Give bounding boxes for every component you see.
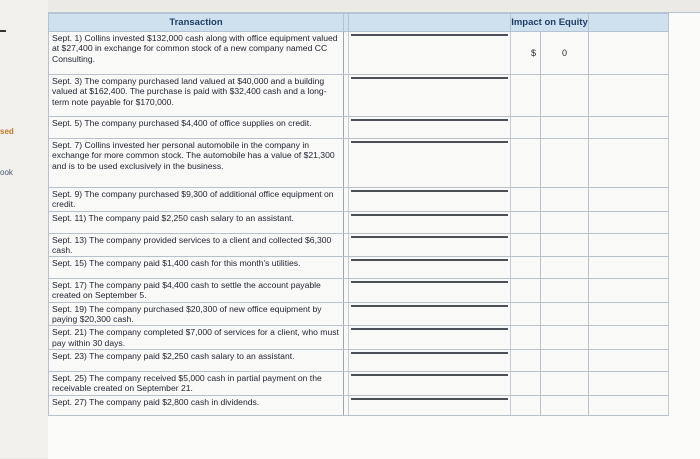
transaction-text: Sept. 5) The company purchased $4,400 of office supplies on credit. [49,117,344,139]
transaction-text: Sept. 11) The company paid $2,250 cash salary to an assistant. [49,211,344,233]
table-row [49,279,669,303]
extra-cell[interactable] [589,326,669,350]
account-input[interactable] [351,119,508,121]
impact-amount-cell[interactable] [541,326,589,350]
table-row [49,257,669,279]
table-row [49,371,669,395]
extra-cell[interactable] [589,188,669,212]
account-cell[interactable] [349,139,511,188]
transaction-text: Sept. 13) The company provided services to a client and collected $6,300 cash. [49,233,344,257]
impact-amount-cell[interactable]: 0 [541,32,589,75]
transaction-text: Sept. 7) Collins invested her personal automobile in the company in exchange for more common stock. The automobile has a value of $21,300 and is to be used exclusively in the business. [49,139,344,188]
impact-amount-cell[interactable] [541,75,589,117]
currency-sign [511,117,541,139]
table-row [49,211,669,233]
impact-amount-cell[interactable] [541,233,589,257]
impact-header: Impact on Equity [511,14,589,32]
account-cell[interactable] [349,233,511,257]
account-input[interactable] [351,374,508,376]
extra-header [589,14,669,32]
account-input[interactable] [351,141,508,143]
transaction-text: Sept. 9) The company purchased $9,300 of additional office equipment on credit. [49,188,344,212]
extra-cell[interactable] [589,395,669,415]
account-cell[interactable] [349,188,511,212]
account-input[interactable] [351,281,508,283]
table-row [49,302,669,326]
currency-sign [511,302,541,326]
account-input[interactable] [351,398,508,400]
currency-sign [511,326,541,350]
account-input[interactable] [351,236,508,238]
extra-cell[interactable] [589,75,669,117]
currency-sign [511,257,541,279]
account-cell[interactable] [349,371,511,395]
transaction-text: Sept. 25) The company received $5,000 cash in partial payment on the receivable created on September 21. [49,371,344,395]
currency-sign [511,395,541,415]
transaction-text: Sept. 19) The company purchased $20,300 of new office equipment by paying $20,300 cash. [49,302,344,326]
table-row [49,117,669,139]
extra-cell[interactable] [589,349,669,371]
extra-cell[interactable] [589,233,669,257]
transaction-header: Transaction [49,14,344,32]
impact-amount-cell[interactable] [541,188,589,212]
account-cell[interactable] [349,32,511,75]
table-row [49,395,669,415]
account-input[interactable] [351,77,508,79]
currency-sign [511,188,541,212]
table-row [49,75,669,117]
transaction-text: Sept. 17) The company paid $4,400 cash to settle the account payable created on September 5. [49,279,344,303]
extra-cell[interactable] [589,139,669,188]
transaction-text: Sept. 23) The company paid $2,250 cash salary to an assistant. [49,349,344,371]
account-cell[interactable] [349,395,511,415]
account-input[interactable] [351,328,508,330]
impact-amount-cell[interactable] [541,257,589,279]
extra-cell[interactable] [589,257,669,279]
table-row [49,32,669,75]
impact-amount-cell[interactable] [541,211,589,233]
currency-sign [511,75,541,117]
transaction-text: Sept. 27) The company paid $2,800 cash in dividends. [49,395,344,415]
transaction-text: Sept. 3) The company purchased land valued at $40,000 and a building valued at $162,400. The purchase is paid with $32,400 cash and a long-term note payable for $170,000. [49,75,344,117]
account-cell[interactable] [349,211,511,233]
impact-amount-cell[interactable] [541,279,589,303]
currency-sign [511,233,541,257]
extra-cell[interactable] [589,32,669,75]
table-row [49,233,669,257]
currency-sign [511,211,541,233]
transaction-text: Sept. 21) The company completed $7,000 of services for a client, who must pay within 30 days. [49,326,344,350]
table-row [49,188,669,212]
impact-amount-cell[interactable] [541,117,589,139]
account-cell[interactable] [349,349,511,371]
account-cell[interactable] [349,257,511,279]
account-input[interactable] [351,259,508,261]
impact-amount-cell[interactable] [541,139,589,188]
impact-amount-cell[interactable] [541,395,589,415]
currency-sign [511,279,541,303]
header-row [49,14,669,32]
side-label-a: sed [0,127,14,136]
transaction-text: Sept. 15) The company paid $1,400 cash for this month's utilities. [49,257,344,279]
account-input[interactable] [351,34,508,36]
account-input[interactable] [351,305,508,307]
impact-amount-cell[interactable] [541,371,589,395]
extra-cell[interactable] [589,302,669,326]
table-row [49,349,669,371]
account-input[interactable] [351,190,508,192]
worksheet [48,12,700,459]
currency-sign [511,371,541,395]
transaction-text: Sept. 1) Collins invested $132,000 cash along with office equipment valued at $27,400 in exchange for common stock of a new company named CC Consulting. [49,32,344,75]
transaction-table [48,13,669,416]
account-input[interactable] [351,214,508,216]
account-cell[interactable] [349,75,511,117]
extra-cell[interactable] [589,117,669,139]
extra-cell[interactable] [589,371,669,395]
account-cell[interactable] [349,117,511,139]
blank-header [349,14,511,32]
side-dash-mark [0,30,6,32]
extra-cell[interactable] [589,211,669,233]
extra-cell[interactable] [589,279,669,303]
currency-sign: $ [511,32,541,75]
side-label-b: ook [0,168,13,177]
account-input[interactable] [351,352,508,354]
account-cell[interactable] [349,279,511,303]
account-cell[interactable] [349,326,511,350]
table-row [49,139,669,188]
table-row [49,326,669,350]
impact-amount-cell[interactable] [541,349,589,371]
currency-sign [511,139,541,188]
impact-amount-cell[interactable] [541,302,589,326]
currency-sign [511,349,541,371]
account-cell[interactable] [349,302,511,326]
background-panel-strip [0,0,48,458]
